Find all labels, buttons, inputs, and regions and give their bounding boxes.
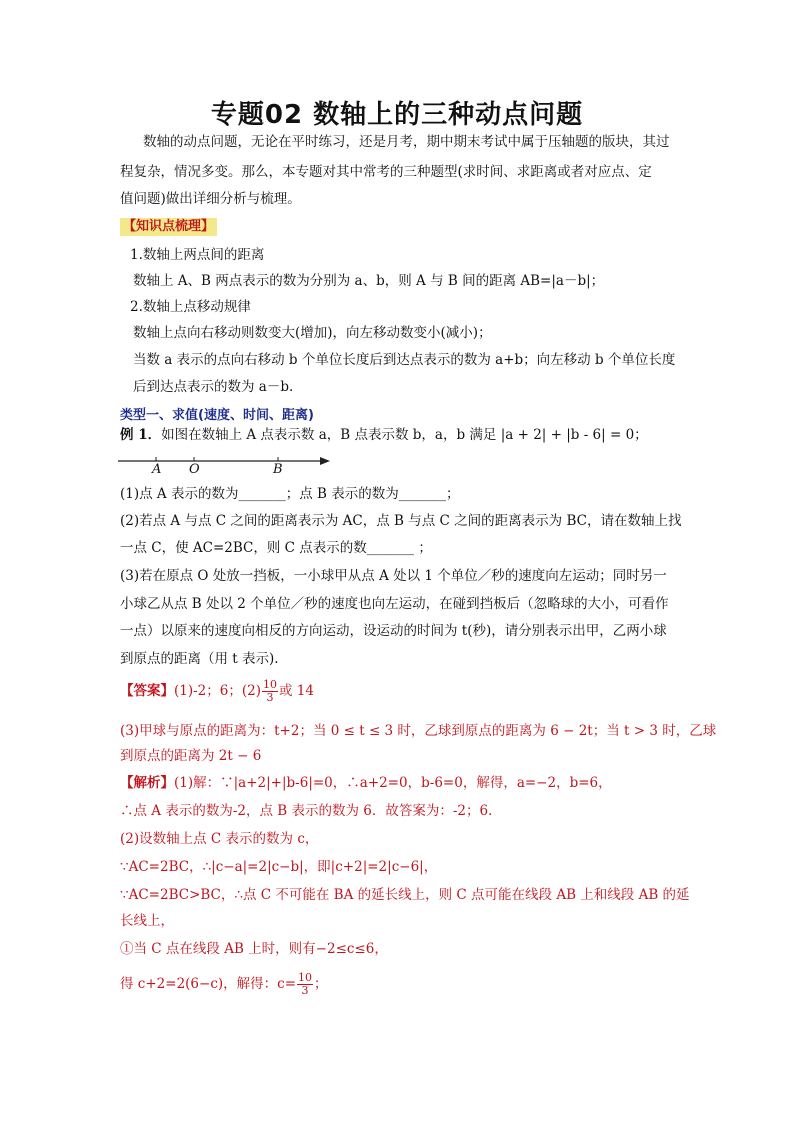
analysis-line-7: ①当 C 点在线段 AB 上时，则有−2≤c≤6， [120, 941, 388, 957]
knowledge-item2-text1: 数轴上点向右移动则数变大(增加)，向左移动数变小(减小)； [133, 325, 492, 341]
question-3b: 小球乙从点 B 处以 2 个单位／秒的速度也向左运动，在碰到挡板后（忽略球的大小，可看作 [120, 596, 669, 612]
analysis-line-3: (2)设数轴上点 C 表示的数为 c， [120, 831, 319, 847]
analysis-line-5: ∵AC=2BC>BC，∴点 C 不可能在 BA 的延长线上，则 C 点可能在线段 AB 上和线段 AB 的延 [120, 887, 690, 903]
answer-fraction [262, 679, 278, 704]
analysis-l8: 得 c+2=2(6−c)，解得：c= [120, 976, 297, 992]
number-line [118, 449, 330, 483]
example-text: 如图在数轴上 A 点表示数 a，B 点表示数 b，a，b 满足 [161, 427, 497, 443]
intro-line-2: 程复杂，情况多变。那么，本专题对其中常考的三种题型(求时间、求距离或者对应点、定 [120, 164, 652, 180]
answer-frac-num: 10 [263, 678, 277, 691]
question-2a: (2)若点 A 与点 C 之间的距离表示为 AC，点 B 与点 C 之间的距离表示为 BC，请在数轴上找 [120, 513, 682, 529]
analysis-label: 【解析】 [120, 775, 174, 791]
knowledge-item2-text2: 当数 a 表示的点向右移动 b 个单位长度后到达点表示的数为 a+b；向左移动 b 个单位长度 [133, 352, 676, 368]
analysis-frac-num: 10 [298, 971, 313, 984]
answer-part1: (1)-2；6；(2) [174, 683, 261, 699]
answer-line-3a: (3)甲球与原点的距离为：t+2；当 0 ≤ t ≤ 3 时，乙球到原点的距离为 6 − 2t；当 t > 3 时，乙球 [120, 723, 717, 739]
example-line [120, 425, 680, 445]
answer-frac-den: 3 [266, 691, 274, 704]
analysis-l1: (1)解：∵|a+2|+|b-6|=0，∴a+2=0，b-6=0，解得，a=−2，b=6， [174, 775, 612, 791]
analysis-l8-end: ； [314, 976, 328, 992]
number-line-arrow-icon [320, 457, 330, 465]
analysis-frac-den: 3 [301, 984, 309, 997]
example-label: 例 1． [120, 427, 162, 443]
numline-label-o: O [189, 462, 200, 477]
numline-label-b: B [273, 462, 283, 477]
number-line-svg [118, 449, 330, 479]
question-1: (1)点 A 表示的数为_______；点 B 表示的数为_______； [120, 486, 460, 502]
analysis-line-6: 长线上， [120, 913, 174, 929]
answer-line-3b: 到原点的距离为 2t − 6 [120, 748, 262, 764]
analysis-line-2: ∴点 A 表示的数为-2，点 B 表示的数为 6．故答案为：-2；6． [120, 803, 502, 819]
analysis-fraction [297, 972, 313, 997]
question-2b: 一点 C，使 AC=2BC，则 C 点表示的数_______ ； [120, 540, 432, 556]
answer-label: 【答案】 [120, 683, 174, 699]
numline-label-a: A [152, 462, 162, 477]
answer-line-1 [120, 678, 680, 704]
example-condition: |a + 2| + |b - 6| = 0； [500, 427, 648, 443]
knowledge-item2-text3: 后到达点表示的数为 a－b. [133, 379, 294, 395]
analysis-line-1 [120, 773, 680, 793]
analysis-line-8 [120, 966, 680, 1002]
intro-line-1: 数轴的动点问题，无论在平时练习，还是月考，期中期末考试中属于压轴题的版块，其过 [143, 134, 670, 150]
answer-part1-end: 或 14 [279, 683, 314, 699]
analysis-line-4: ∵AC=2BC，∴|c−a|=2|c−b|，即|c+2|=2|c−6|， [120, 859, 438, 875]
knowledge-item1-text: 数轴上 A、B 两点表示的数为分别为 a、b，则 A 与 B 间的距离 AB=|a－b|； [133, 273, 605, 289]
question-3c: 一点）以原来的速度向相反的方向运动，设运动的时间为 t(秒)，请分别表示出甲，乙两小球 [120, 623, 667, 639]
question-3a: (3)若在原点 O 处放一挡板，一小球甲从点 A 处以 1 个单位／秒的速度向左运动；同时另一 [120, 568, 667, 584]
intro-line-3: 值问题)做出详细分析与梳理。 [120, 191, 301, 207]
knowledge-label: 【知识点梳理】 [120, 218, 217, 236]
question-3d: 到原点的距离（用 t 表示). [120, 651, 279, 667]
type1-heading: 类型一、求值(速度、时间、距离) [120, 408, 314, 423]
knowledge-item1-title: 1.数轴上两点间的距离 [130, 247, 265, 263]
page-title: 专题02 数轴上的三种动点问题 [210, 100, 584, 130]
knowledge-item2-title: 2.数轴上点移动规律 [130, 299, 251, 315]
